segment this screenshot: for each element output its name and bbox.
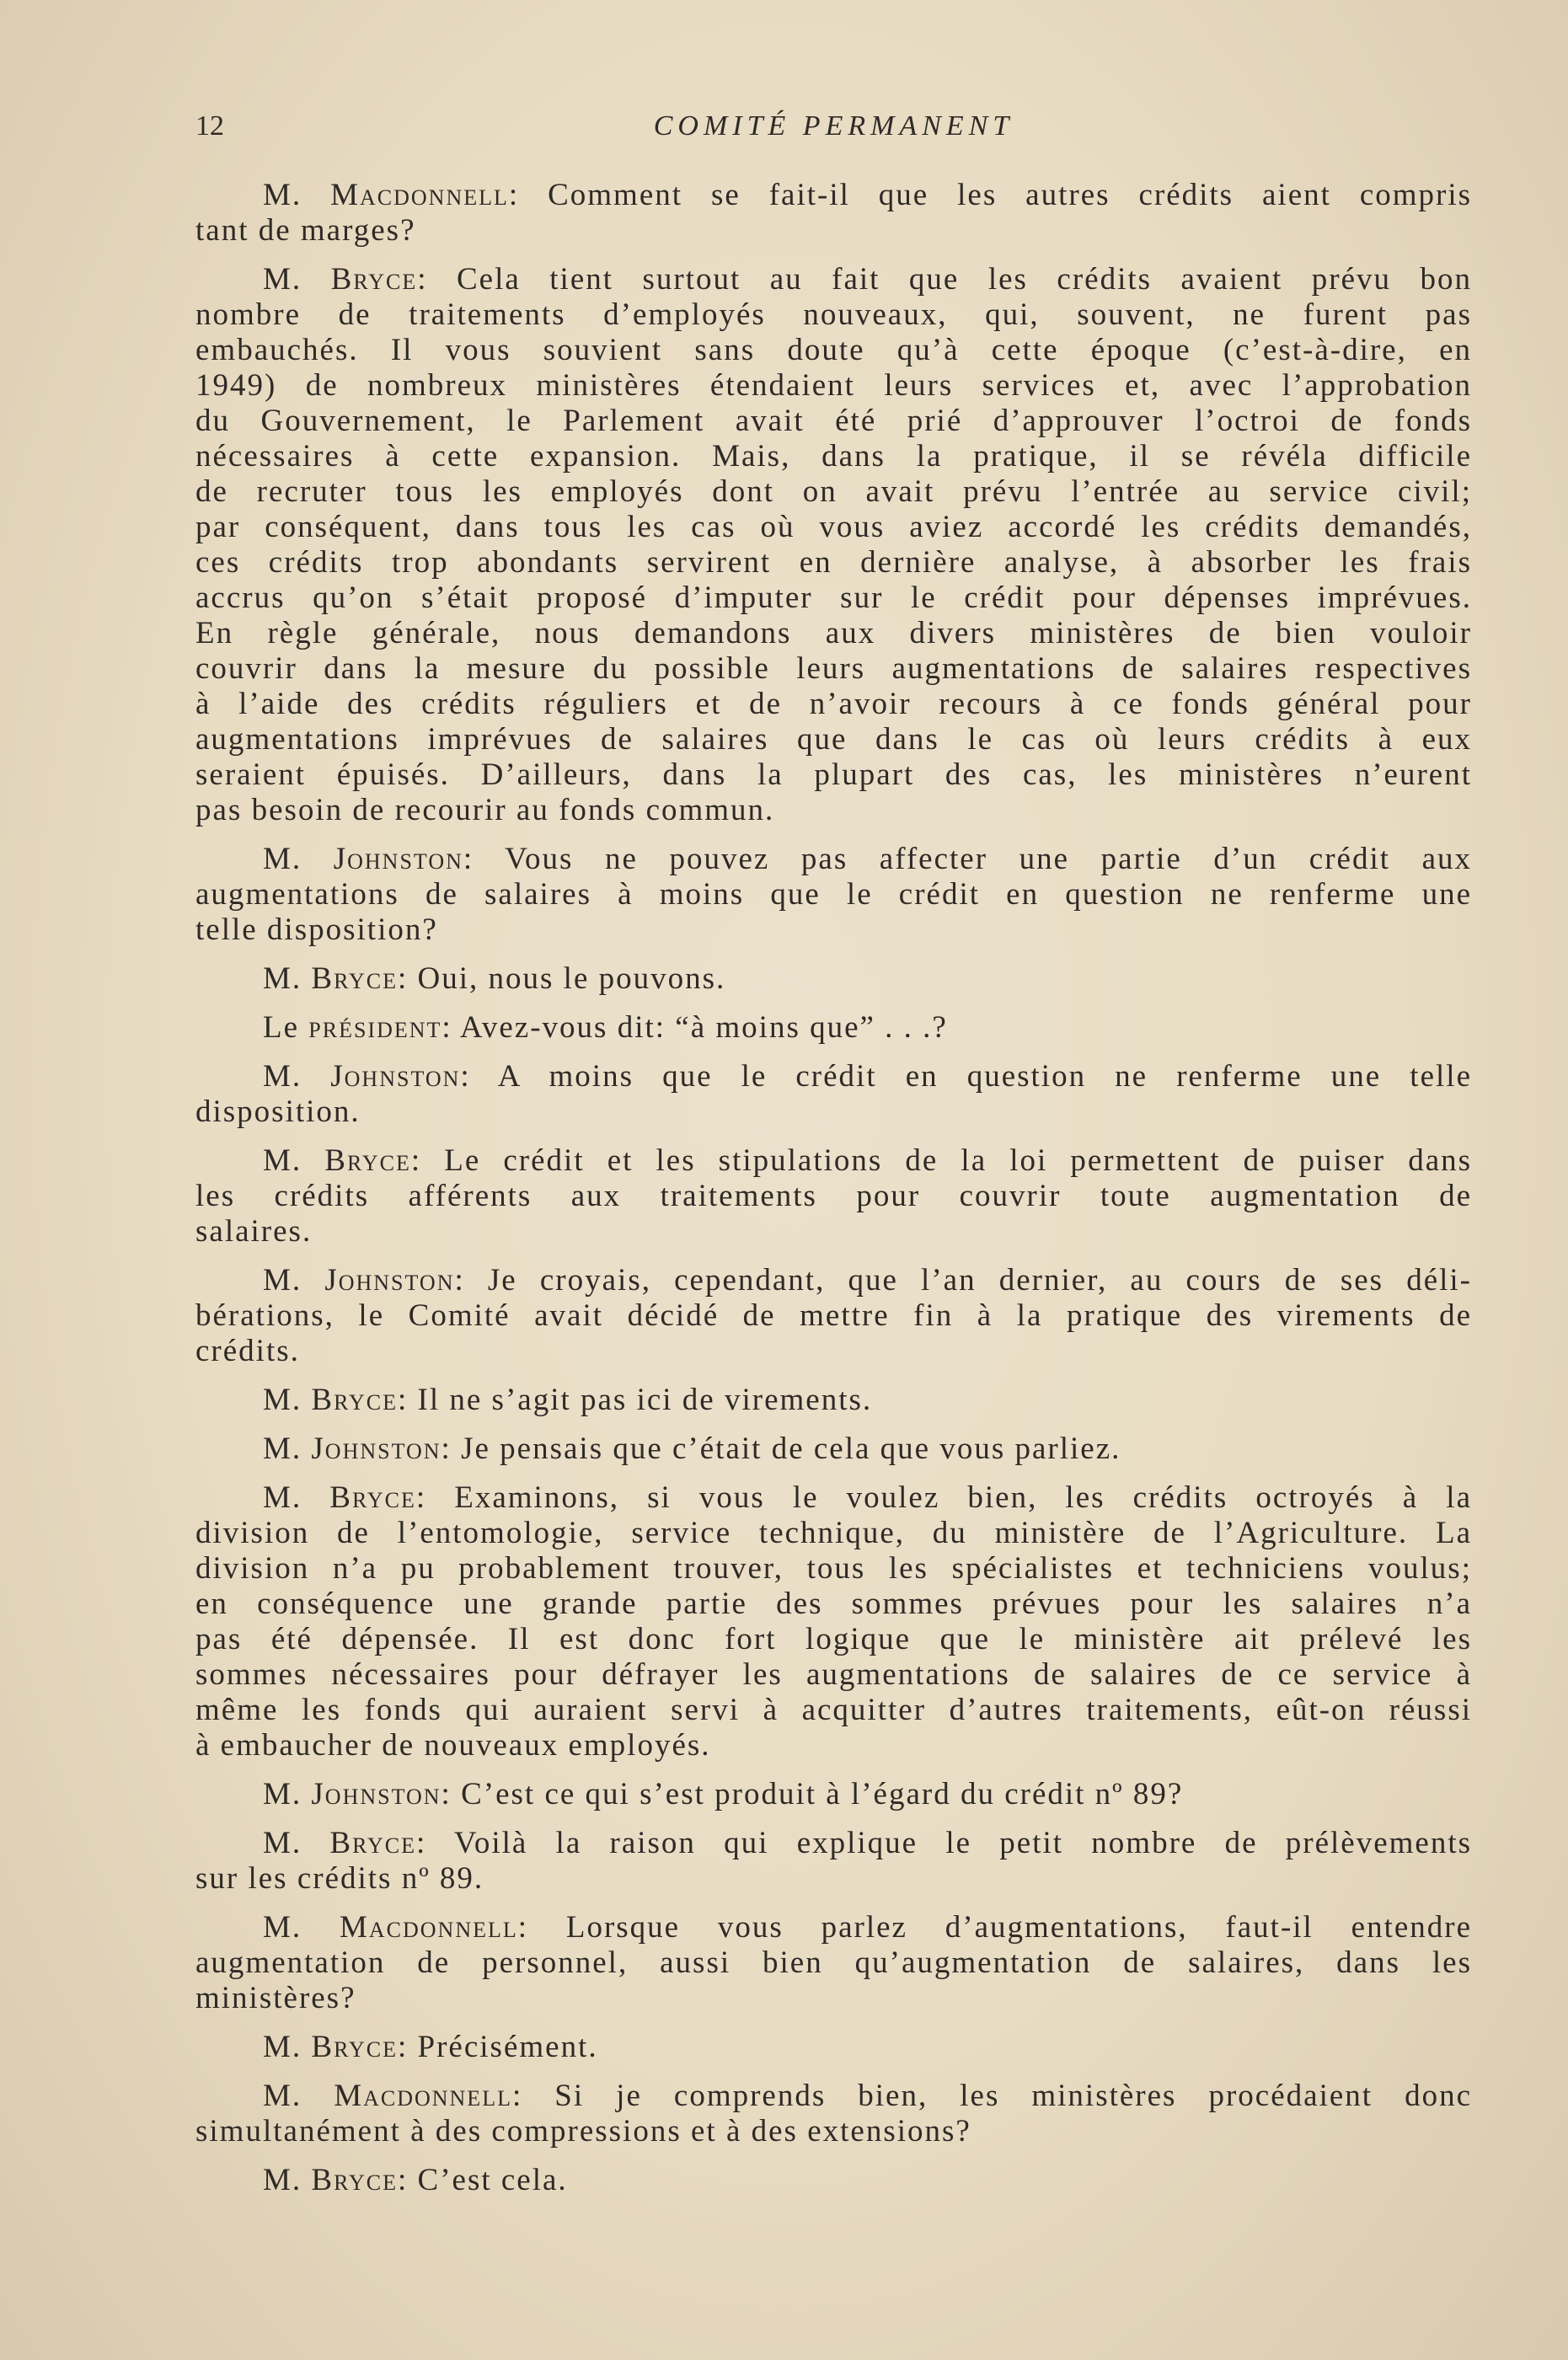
speech-paragraph xyxy=(195,1826,1472,1897)
speaker-name: Macdonnell: xyxy=(330,178,520,212)
text-line: de recruter tous les employés dont on avait prévu l’entrée au service civil; xyxy=(195,474,1472,509)
text-line xyxy=(195,961,1472,997)
text-line: salaires. xyxy=(195,1214,313,1249)
speaker-title: M. xyxy=(263,1263,302,1298)
speech-text: Voilà la raison qui explique le petit nombre de prélèvements xyxy=(453,1826,1472,1860)
speech-text: C’est ce qui s’est produit à l’égard du crédit nº 89? xyxy=(461,1777,1184,1811)
text-line xyxy=(195,1777,1472,1812)
text-line: division de l’entomologie, service technique, du ministère de l’Agriculture. La xyxy=(195,1516,1472,1550)
speaker-name: Bryce: xyxy=(329,1480,427,1515)
speaker-name: Bryce: xyxy=(311,2163,409,2197)
text-line: pas été dépensée. Il est donc fort logique que le ministère ait prélevé les xyxy=(195,1622,1472,1656)
text-line xyxy=(195,1059,1472,1094)
speech-text: Si je comprends bien, les ministères procédaient donc xyxy=(554,2079,1472,2113)
text-line: division n’a pu probablement trouver, tous les spécialistes et techniciens voulus; xyxy=(195,1551,1472,1586)
speech-paragraph xyxy=(195,1432,1472,1467)
text-line: les crédits afférents aux traitements pour couvrir toute augmentation de xyxy=(195,1179,1472,1213)
speaker-name: Macdonnell: xyxy=(334,2079,523,2113)
speech-paragraph xyxy=(195,1263,1472,1369)
text-line: augmentations imprévues de salaires que dans le cas où leurs crédits à eux xyxy=(195,722,1472,757)
speech-text: Oui, nous le pouvons. xyxy=(417,961,726,996)
text-line: du Gouvernement, le Parlement avait été prié d’approuver l’octroi de fonds xyxy=(195,404,1472,438)
speech-text: C’est cela. xyxy=(417,2163,568,2197)
text-line: pas besoin de recourir au fonds commun. xyxy=(195,793,775,827)
speech-paragraph xyxy=(195,2163,1472,2198)
text-line: augmentations de salaires à moins que le crédit en question ne renferme une xyxy=(195,877,1472,912)
text-line: 1949) de nombreux ministères étendaient leurs services et, avec l’approbation xyxy=(195,368,1472,403)
speech-paragraph xyxy=(195,2079,1472,2149)
text-line xyxy=(195,1263,1472,1298)
speech-paragraph xyxy=(195,961,1472,997)
speaker-title: M. xyxy=(263,1910,302,1945)
text-line: simultanément à des compressions et à des extensions? xyxy=(195,2114,971,2149)
speech-paragraph xyxy=(195,1143,1472,1250)
speech-text: A moins que le crédit en question ne renferme une telle xyxy=(497,1059,1472,1094)
text-line: accrus qu’on s’était proposé d’imputer sur le crédit pour dépenses imprévues. xyxy=(195,581,1472,615)
text-line xyxy=(195,1910,1472,1945)
speaker-name: Bryce: xyxy=(324,1143,422,1178)
text-line: à l’aide des crédits réguliers et de n’avoir recours à ce fonds général pour xyxy=(195,687,1472,721)
text-line: bérations, le Comité avait décidé de mettre fin à la pratique des virements de xyxy=(195,1298,1472,1333)
text-line xyxy=(195,1383,1472,1418)
speaker-name: président: xyxy=(308,1010,452,1045)
speaker-title: M. xyxy=(263,1383,302,1417)
text-line xyxy=(195,2079,1472,2114)
speech-text: Examinons, si vous le voulez bien, les crédits octroyés à la xyxy=(454,1480,1473,1515)
text-line xyxy=(195,842,1472,877)
speech-text: Précisément. xyxy=(417,2030,598,2064)
speaker-title: M. xyxy=(263,1777,302,1811)
speech-paragraph xyxy=(195,2030,1472,2065)
text-line: sommes nécessaires pour défrayer les augmentations de salaires de ce service à xyxy=(195,1657,1472,1692)
text-line xyxy=(195,178,1472,213)
text-line xyxy=(195,1010,1472,1046)
speaker-title: M. xyxy=(263,178,302,212)
speaker-title: Le xyxy=(263,1010,300,1045)
speech-paragraph xyxy=(195,262,1472,828)
speaker-name: Johnston: xyxy=(333,842,474,876)
page-number: 12 xyxy=(195,110,224,142)
text-line: disposition. xyxy=(195,1094,361,1129)
speech-paragraph xyxy=(195,842,1472,948)
text-line: sur les crédits nº 89. xyxy=(195,1861,484,1896)
text-line: en conséquence une grande partie des sommes prévues pour les salaires n’a xyxy=(195,1587,1472,1621)
text-line: telle disposition? xyxy=(195,912,438,947)
speech-paragraph xyxy=(195,178,1472,249)
speech-text: Vous ne pouvez pas affecter une partie d’un crédit aux xyxy=(505,842,1472,876)
speech-paragraph xyxy=(195,1910,1472,2016)
text-line: à embaucher de nouveaux employés. xyxy=(195,1728,711,1763)
speech-text: Avez-vous dit: “à moins que” . . .? xyxy=(459,1010,948,1045)
speaker-title: M. xyxy=(263,961,302,996)
speaker-name: Bryce: xyxy=(311,1383,409,1417)
text-line xyxy=(195,1432,1472,1467)
speaker-title: M. xyxy=(263,1826,302,1860)
speaker-title: M. xyxy=(263,1432,302,1466)
speaker-name: Bryce: xyxy=(329,1826,427,1860)
speech-text: Le crédit et les stipulations de la loi permettent de puiser dans xyxy=(444,1143,1473,1178)
speech-text: Je croyais, cependant, que l’an dernier, au cours de ses déli- xyxy=(487,1263,1473,1298)
text-line xyxy=(195,1480,1472,1516)
text-line xyxy=(195,262,1472,297)
text-line: augmentation de personnel, aussi bien qu’augmentation de salaires, dans les xyxy=(195,1945,1472,1980)
speaker-name: Bryce: xyxy=(311,961,409,996)
text-line: embauchés. Il vous souvient sans doute qu’à cette époque (c’est-à-dire, en xyxy=(195,333,1472,367)
text-line: ces crédits trop abondants servirent en dernière analyse, à absorber les frais xyxy=(195,545,1472,580)
text-line: seraient épuisés. D’ailleurs, dans la plupart des cas, les ministères n’eurent xyxy=(195,757,1472,792)
speech-text: Cela tient surtout au fait que les crédits avaient prévu bon xyxy=(457,262,1473,297)
text-line xyxy=(195,2030,1472,2065)
speaker-name: Johnston: xyxy=(330,1059,471,1094)
speaker-title: M. xyxy=(263,2163,302,2197)
speaker-name: Johnston: xyxy=(311,1777,452,1811)
text-line: nécessaires à cette expansion. Mais, dans la pratique, il se révéla difficile xyxy=(195,439,1472,474)
speaker-title: M. xyxy=(263,2079,302,2113)
text-line: ministères? xyxy=(195,1981,356,2015)
speech-paragraph xyxy=(195,1383,1472,1418)
speaker-title: M. xyxy=(263,1480,302,1515)
text-line xyxy=(195,1143,1472,1179)
speaker-title: M. xyxy=(263,262,302,297)
speech-paragraph xyxy=(195,1010,1472,1046)
speech-paragraph xyxy=(195,1480,1472,1763)
speech-text: Je pensais que c’était de cela que vous parliez. xyxy=(461,1432,1121,1466)
speaker-title: M. xyxy=(263,1143,302,1178)
text-line: nombre de traitements d’employés nouveaux, qui, souvent, ne furent pas xyxy=(195,297,1472,332)
text-line: crédits. xyxy=(195,1334,300,1368)
speaker-name: Johnston: xyxy=(324,1263,465,1298)
text-line xyxy=(195,1826,1472,1861)
speech-text: Il ne s’agit pas ici de virements. xyxy=(417,1383,873,1417)
speaker-title: M. xyxy=(263,842,302,876)
speech-paragraph xyxy=(195,1777,1472,1812)
speaker-name: Bryce: xyxy=(330,262,428,297)
transcript-body xyxy=(195,178,1472,2198)
text-line: même les fonds qui auraient servi à acquitter d’autres traitements, eût-on réussi xyxy=(195,1693,1472,1727)
speaker-name: Macdonnell: xyxy=(339,1910,529,1945)
text-line: couvrir dans la mesure du possible leurs augmentations de salaires respectives xyxy=(195,651,1472,686)
text-line xyxy=(195,2163,1472,2198)
speaker-name: Johnston: xyxy=(311,1432,452,1466)
speech-text: Lorsque vous parlez d’augmentations, faut-il entendre xyxy=(565,1910,1473,1945)
speaker-title: M. xyxy=(263,2030,302,2064)
speaker-title: M. xyxy=(263,1059,302,1094)
speaker-name: Bryce: xyxy=(311,2030,409,2064)
speech-paragraph xyxy=(195,1059,1472,1130)
text-line: En règle générale, nous demandons aux divers ministères de bien vouloir xyxy=(195,616,1472,650)
text-line: par conséquent, dans tous les cas où vous aviez accordé les crédits demandés, xyxy=(195,510,1472,544)
running-head: COMITÉ PERMANENT xyxy=(653,110,1014,142)
page-header xyxy=(195,108,1472,145)
text-line: tant de marges? xyxy=(195,213,416,248)
speech-text: Comment se fait-il que les autres crédits aient compris xyxy=(548,178,1473,212)
